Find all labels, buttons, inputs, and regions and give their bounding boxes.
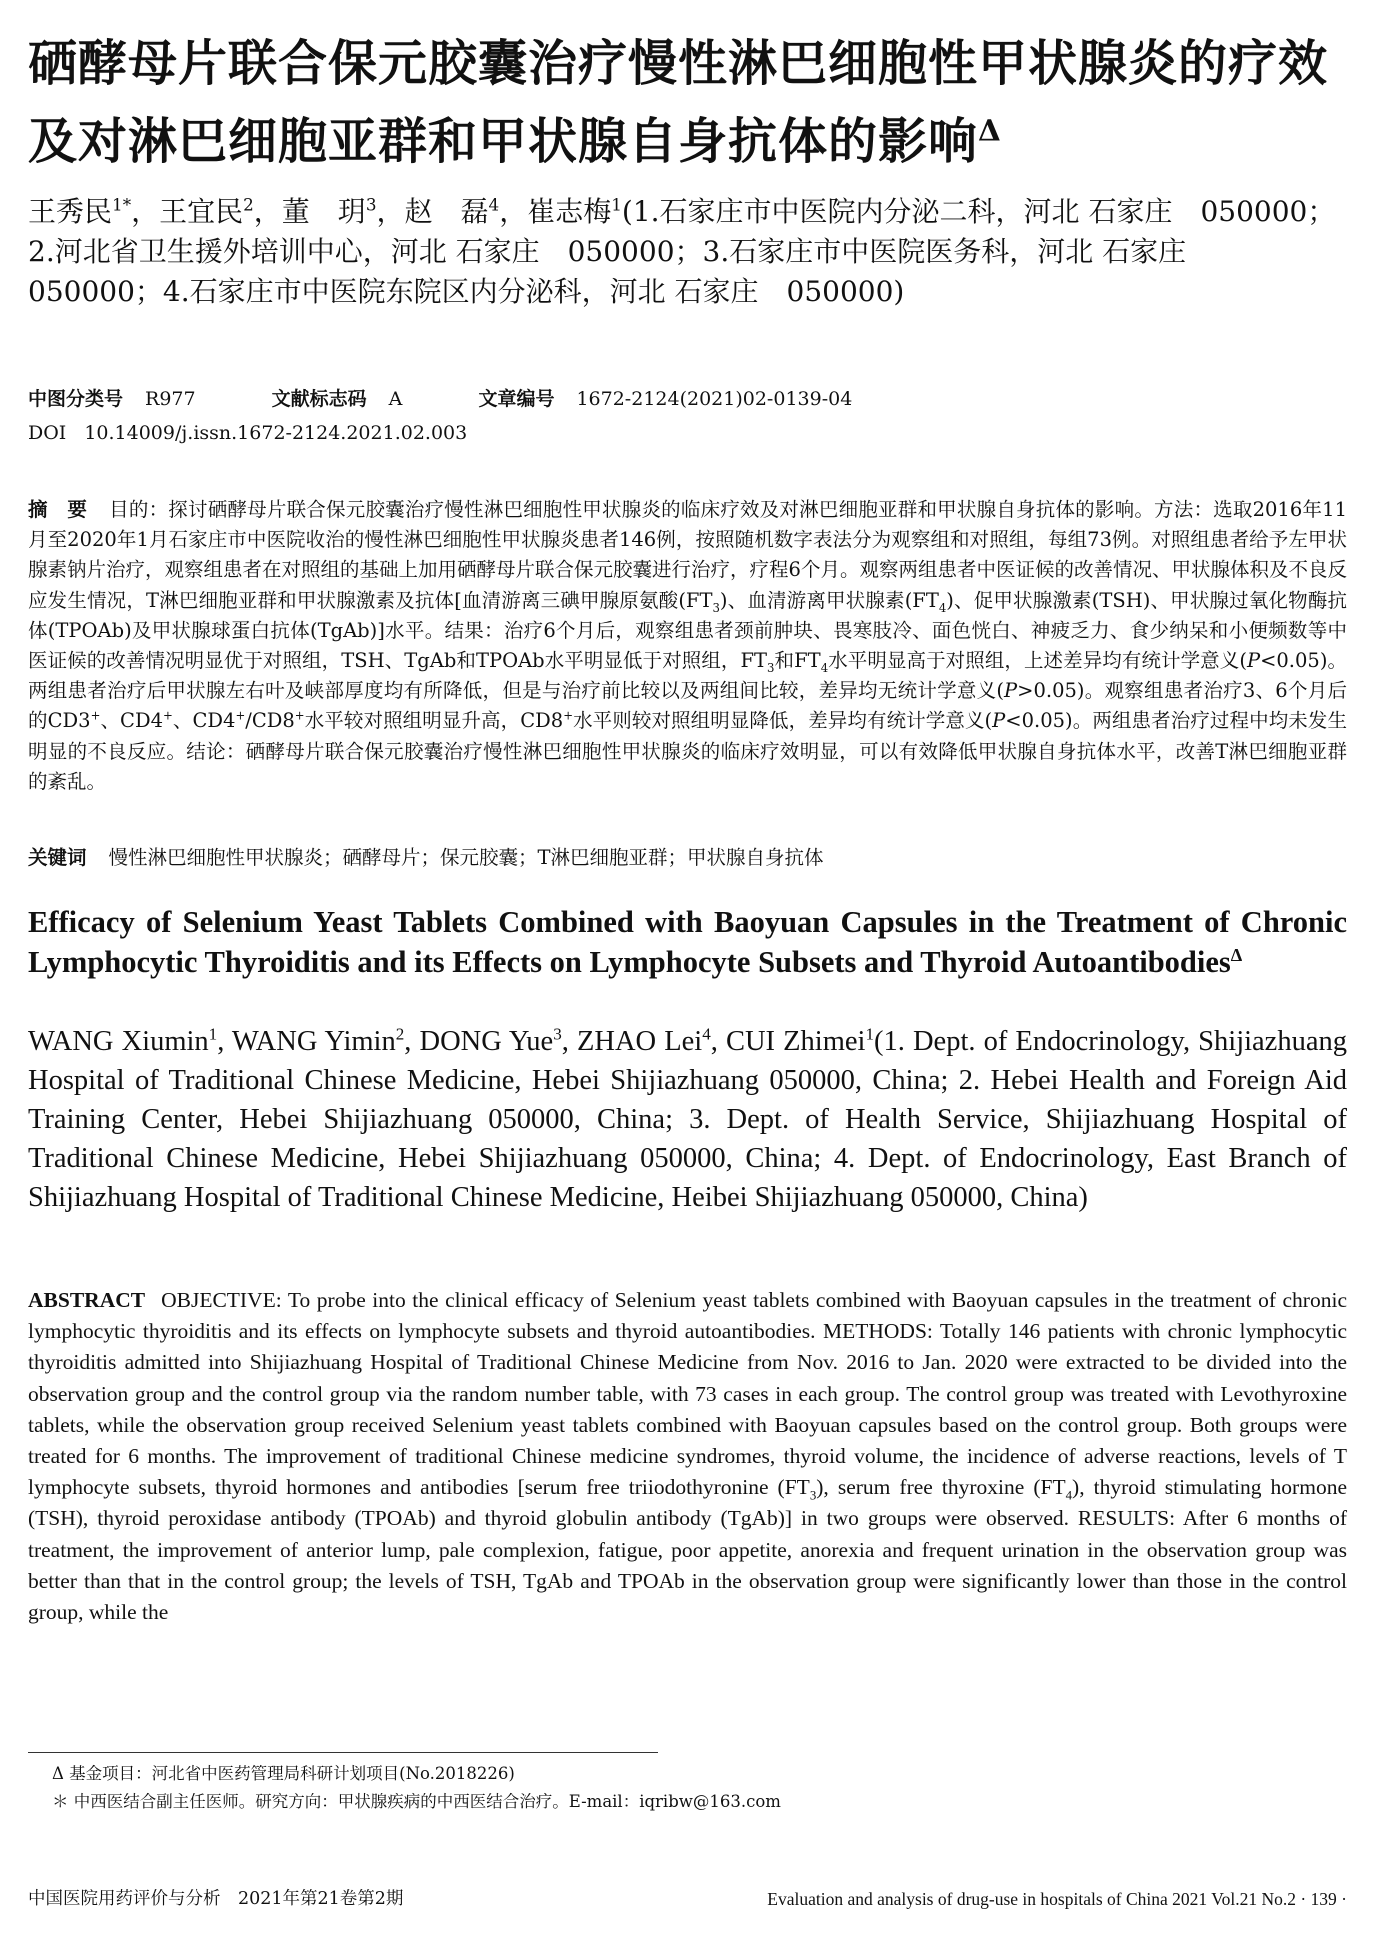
clc-value: R977 — [145, 388, 196, 410]
title-en-mark: Δ — [1230, 944, 1243, 965]
author-en-4: , ZHAO Lei — [561, 1026, 703, 1057]
abstract-cn-text: 目的：探讨硒酵母片联合保元胶囊治疗慢性淋巴细胞性甲状腺炎的临床疗效及对淋巴细胞亚群和甲状腺自身抗体的影响。方法：选取2016年11月至2020年1月石家庄市中医院收治的慢性淋巴细胞性甲状腺炎患者146例，按照随机数字表法分为观察组和对照组，每组73例。对照组患者给予左甲状腺素钠片治疗，观察组患者在对照组的基础上加用硒酵母片联合保元胶囊进行治疗，疗程6个月。观察两组患者中医证候的改善情况、甲状腺体积及不良反应发生情况，T淋巴细胞亚群和甲状腺激素及抗体[血清游离三碘甲腺原氨酸(FT — [28, 498, 1347, 612]
abstract-cn-text: )、促甲状腺激素(TSH)、甲状腺过氧化物酶抗体(TPOAb)及甲状腺球蛋白抗体(TgAb)]水平。结果：治疗6个月后，观察组患者颈前肿块、畏寒肢冷、面色恍白、神疲乏力、食少纳呆和小便频数等中医证候的改善情况明显优于对照组，TSH、TgAb和TPOAb水平明显低于对照组，FT — [28, 588, 1347, 673]
sub: 4 — [820, 660, 829, 675]
abstract-cn — [28, 495, 1347, 797]
sup: + — [163, 708, 173, 723]
abstract-cn-text: <0.05)。两组患者治疗过程中均未发生明显的不良反应。结论：硒酵母片联合保元胶囊治疗慢性淋巴细胞性甲状腺炎的临床疗效明显，可以有效降低甲状腺自身抗体水平，改善T淋巴细胞亚群的紊乱。 — [28, 709, 1347, 793]
author-cn-3-sup: 3 — [365, 194, 377, 215]
doi-label: DOI — [28, 422, 67, 444]
abstract-cn-text: 水平较对照组明显升高，CD8 — [304, 709, 564, 733]
footer-journal-cn: 中国医院用药评价与分析 2021年第21卷第2期 — [28, 1889, 404, 1909]
sup: + — [90, 708, 101, 723]
footnote-fund: Δ 基金项目：河北省中医药管理局科研计划项目(No.2018226) — [52, 1764, 515, 1783]
authors-cn — [28, 192, 1347, 312]
author-en-5: , CUI Zhimei — [710, 1026, 866, 1057]
abstract-en — [28, 1285, 1347, 1628]
doc-value: A — [388, 388, 403, 410]
p-symbol: P — [992, 709, 1006, 733]
title-cn-text: 硒酵母片联合保元胶囊治疗慢性淋巴细胞性甲状腺炎的疗效及对淋巴细胞亚群和甲状腺自身抗体的影响 — [28, 34, 1329, 170]
doc-label: 文献标志码 — [271, 388, 367, 410]
sub: 3 — [767, 660, 775, 675]
title-cn-mark: Δ — [978, 112, 1002, 148]
footnote-author: ＊ 中西医结合副主任医师。研究方向：甲状腺疾病的中西医结合治疗。E-mail：iqribw@163.com — [52, 1792, 781, 1811]
sub: 3 — [712, 600, 720, 615]
abstract-cn-text: 水平明显高于对照组，上述差异均有统计学意义( — [828, 649, 1247, 673]
author-en-3: , DONG Yue — [404, 1026, 554, 1057]
sup: 4 — [702, 1024, 711, 1044]
meta-line-2 — [28, 416, 1347, 450]
abstract-cn-text: 水平则较对照组明显降低，差异均有统计学意义( — [572, 709, 993, 733]
author-cn-4-sup: 4 — [488, 194, 500, 215]
footer-journal-en: Evaluation and analysis of drug-use in hospitals of China 2021 Vol.21 No.2 · 139 · — [767, 1889, 1347, 1909]
keywords-cn-label: 关键词 — [28, 846, 87, 869]
abstract-cn-text: >0.05)。观察组患者治疗3、6个月后的CD3 — [28, 679, 1348, 733]
affiliations-cn: (1.石家庄市中医院内分泌二科，河北 石家庄 050000；2.河北省卫生援外培训中心，河北 石家庄 050000；3.石家庄市中医院医务科，河北 石家庄 050000；4.石家庄市中医院东院区内分泌科，河北 石家庄 050000) — [28, 195, 1336, 308]
abstract-cn-label: 摘 要 — [28, 498, 88, 521]
abstract-cn-text: )、血清游离甲状腺素(FT — [719, 588, 939, 612]
affiliations-en: (1. Dept. of Endocrinology, Shijiazhuang Hospital of Traditional Chinese Medicine, Hebei Shijiazhuang 050000, China; 2. Hebei Health and Foreign Aid Training Center, Hebei Shijiazhuang 050000, China; 3. Dept. of Health Service, Shijiazhuang Hospital of Traditional Chinese Medicine, Hebei Shijiazhuang 050000, China; 4. Dept. of Endocrinology, East Branch of Shijiazhuang Hospital of Traditional Chinese Medicine, Heibei Shijiazhuang 050000, China) — [28, 1026, 1347, 1213]
meta-line-1 — [28, 382, 1347, 416]
art-label: 文章编号 — [478, 388, 555, 410]
sub: 4 — [1065, 1488, 1073, 1503]
author-cn-1: 王秀民 — [28, 195, 113, 228]
keywords-cn — [28, 843, 1347, 873]
author-cn-2-sup: 2 — [243, 194, 254, 215]
abstract-cn-text: 、CD4 — [172, 709, 236, 733]
footnote-divider — [28, 1752, 658, 1753]
title-en-text: Efficacy of Selenium Yeast Tablets Combined with Baoyuan Capsules in the Treatment of Chronic Lymphocytic Thyroiditis and its Effects on Lymphocyte Subsets and Thyroid Autoantibodies — [28, 905, 1347, 979]
doi-value[interactable]: 10.14009/j.issn.1672-2124.2021.02.003 — [84, 422, 468, 444]
abstract-cn-text: <0.05)。两组患者治疗后甲状腺左右叶及峡部厚度均有所降低，但是与治疗前比较以及两组间比较，差异均无统计学意义( — [28, 649, 1348, 703]
article-meta — [28, 382, 1347, 450]
abstract-en-label: ABSTRACT — [28, 1288, 146, 1312]
sup: + — [235, 708, 246, 723]
author-cn-5: ，崔志梅 — [499, 195, 612, 228]
sub: 3 — [809, 1488, 817, 1503]
abstract-cn-text: /CD8 — [245, 709, 295, 733]
author-en-1: WANG Xiumin — [28, 1026, 209, 1057]
abstract-cn-text: 、CD4 — [100, 709, 164, 733]
sub: 4 — [938, 600, 947, 615]
abstract-en-text: ), thyroid stimulating hormone (TSH), thyroid peroxidase antibody (TPOAb) and thyroid globulin antibody (TgAb)] in two groups were observed. RESULTS: After 6 months of treatment, the improvement of anterior lump, pale complexion, fatigue, poor appetite, anorexia and frequent urination in the observation group was better than that in the control group; the levels of TSH, TgAb and TPOAb in the observation group were significantly lower than those in the control group, while the — [28, 1475, 1347, 1625]
abstract-en-text: ), serum free thyroxine (FT — [816, 1475, 1066, 1500]
abstract-cn-text: 和FT — [774, 649, 821, 673]
sup: + — [563, 708, 573, 723]
keywords-cn-text: 慢性淋巴细胞性甲状腺炎；硒酵母片；保元胶囊；T淋巴细胞亚群；甲状腺自身抗体 — [108, 846, 824, 869]
abstract-en-text: OBJECTIVE: To probe into the clinical efficacy of Selenium yeast tablets combined with Baoyuan capsules in the treatment of chronic lymphocytic thyroiditis and its effects on lymphocyte subsets and thyroid autoantibodies. METHODS: Totally 146 patients with chronic lymphocytic thyroiditis admitted into Shijiazhuang Hospital of Traditional Chinese Medicine from Nov. 2016 to Jan. 2020 were extracted to be divided into the observation group and the control group via the random number table, with 73 cases in each group. The control group was treated with Levothyroxine tablets, while the observation group received Selenium yeast tablets combined with Baoyuan capsules based on the control group. Both groups were treated for 6 months. The improvement of traditional Chinese medicine syndromes, thyroid volume, the incidence of adverse reactions, levels of T lymphocyte subsets, thyroid hormones and antibodies [serum free triiodothyronine (FT — [28, 1288, 1347, 1500]
author-cn-1-sup: 1* — [112, 194, 132, 215]
author-cn-2: ，王宜民 — [131, 195, 244, 228]
clc-label: 中图分类号 — [28, 388, 124, 410]
author-cn-4: ，赵 磊 — [376, 195, 489, 228]
sup: 1 — [208, 1024, 218, 1044]
p-symbol: P — [1004, 679, 1018, 703]
page-title-en — [28, 902, 1347, 982]
author-cn-5-sup: 1 — [611, 194, 622, 215]
author-cn-3: ，董 玥 — [253, 195, 366, 228]
page-title-cn — [28, 24, 1347, 180]
sup: + — [294, 708, 305, 723]
p-symbol: P — [1246, 649, 1261, 673]
sup: 3 — [553, 1024, 562, 1044]
sup: 2 — [395, 1024, 405, 1044]
art-value: 1672-2124(2021)02-0139-04 — [576, 388, 853, 410]
sup: 1 — [865, 1024, 874, 1044]
authors-en — [28, 1022, 1347, 1217]
author-en-2: , WANG Yimin — [217, 1026, 396, 1057]
